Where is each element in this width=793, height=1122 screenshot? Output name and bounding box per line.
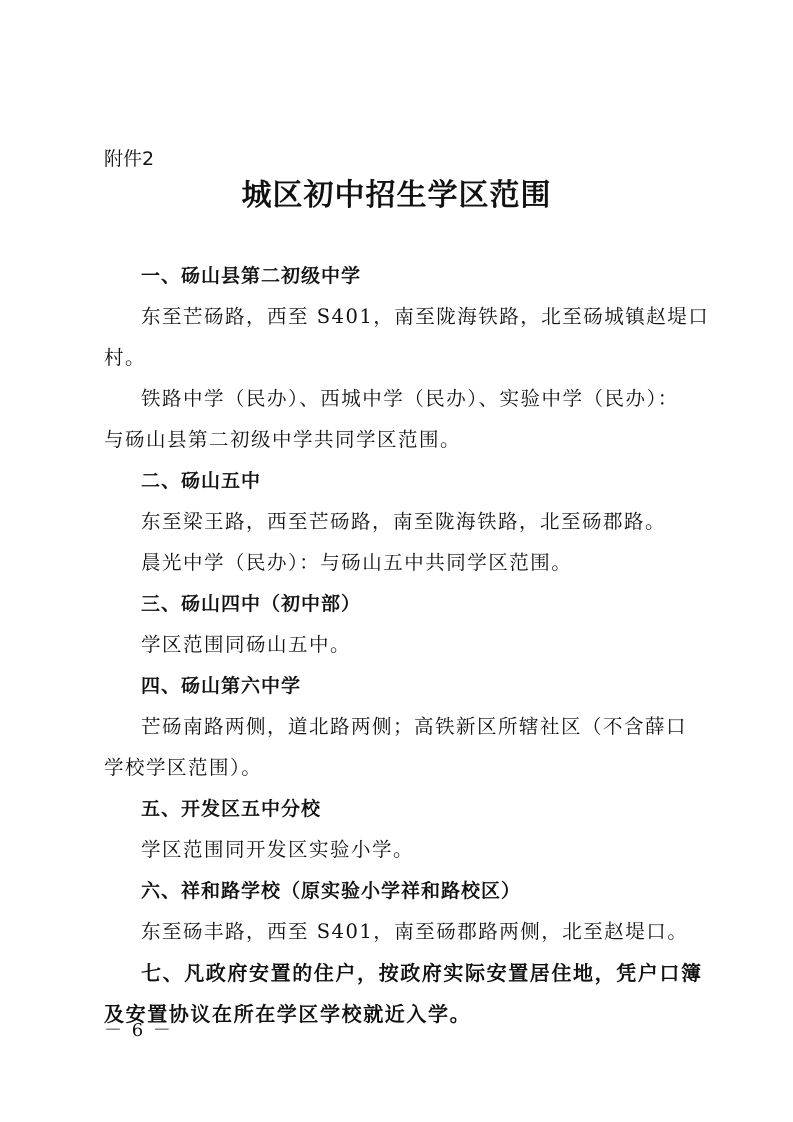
- section-1-para-1-line-2: 村。: [104, 346, 147, 369]
- section-heading-5: 五、开发区五中分校: [141, 798, 322, 820]
- section-1-para-2-line-2: 与砀山县第二初级中学共同学区范围。: [104, 428, 462, 451]
- section-1-para-2-line-1: 铁路中学（民办）、西城中学（民办）、实验中学（民办）：: [141, 387, 679, 410]
- page-number: － 6 －: [104, 1020, 173, 1041]
- section-1-para-1-line-1: 东至芒砀路，西至 S401，南至陇海铁路，北至砀城镇赵堤口: [141, 305, 710, 328]
- section-heading-2: 二、砀山五中: [141, 470, 262, 492]
- section-5-para-1: 学区范围同开发区实验小学。: [141, 838, 415, 861]
- attachment-label: 附件2: [104, 148, 155, 170]
- page-title: 城区初中招生学区范围: [241, 178, 552, 213]
- section-6-para-1: 东至砀丰路，西至 S401，南至砀郡路两侧，北至赵堤口。: [141, 920, 689, 943]
- section-heading-3: 三、砀山四中（初中部）: [141, 593, 362, 615]
- section-3-para-1: 学区范围同砀山五中。: [141, 633, 352, 656]
- section-7-para-1-line-1: 七、凡政府安置的住户，按政府实际安置居住地，凭户口簿: [141, 961, 703, 985]
- section-2-para-2: 晨光中学（民办）：与砀山五中共同学区范围。: [141, 551, 573, 574]
- section-heading-1: 一、砀山县第二初级中学: [141, 265, 362, 287]
- section-heading-6: 六、祥和路学校（原实验小学祥和路校区）: [141, 880, 522, 902]
- section-2-para-1: 东至梁王路，西至芒砀路，南至陇海铁路，北至砀郡路。: [141, 510, 667, 533]
- section-4-para-1-line-1: 芒砀南路两侧，道北路两侧；高铁新区所辖社区（不含薛口: [141, 715, 688, 738]
- section-7-para-1-line-2: 及安置协议在所在学区学校就近入学。: [104, 1002, 472, 1026]
- section-4-para-1-line-2: 学校学区范围）。: [104, 756, 263, 779]
- section-heading-4: 四、砀山第六中学: [141, 675, 302, 697]
